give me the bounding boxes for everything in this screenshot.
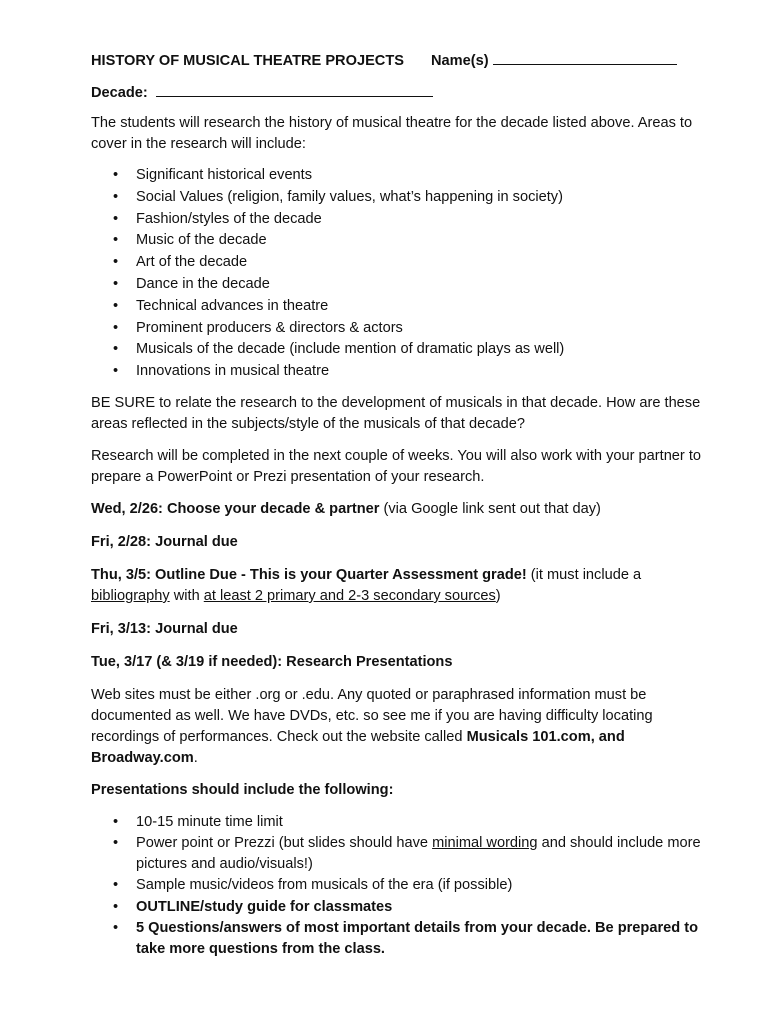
bibliography-text: bibliography: [91, 587, 170, 604]
list-item: • Technical advances in theatre: [91, 296, 711, 318]
list-item: • Social Values (religion, family values, what’s happening in society): [91, 187, 711, 209]
schedule-item-3-text: (it must include a: [526, 566, 642, 583]
sources-requirement-text: at least 2 primary and 2-3 secondary sources: [203, 587, 496, 604]
presentations-list: [91, 812, 711, 960]
minimal-wording-text: minimal wording: [432, 835, 538, 852]
schedule-item-3-text: ): [495, 587, 501, 604]
decade-blank: [156, 82, 433, 97]
list-item: • Significant historical events: [91, 165, 711, 187]
header-line: [91, 50, 711, 72]
schedule-item-2: Fri, 2/28: Journal due: [91, 533, 238, 550]
list-item: • Innovations in musical theatre: [91, 361, 711, 383]
presentations-heading: Presentations should include the following:: [91, 781, 394, 798]
schedule-item-1-note: (via Google link sent out that day): [379, 500, 601, 517]
websites-paragraph: [91, 685, 711, 769]
name-label: Name(s): [431, 53, 489, 69]
name-blank: [493, 50, 677, 65]
list-item: • OUTLINE/study guide for classmates: [91, 897, 711, 918]
document-page: [91, 50, 711, 960]
be-sure-paragraph: BE SURE to relate the research to the development of musicals in that decade. How are these areas reflected in the subjects/style of the musicals of that decade?: [91, 394, 701, 432]
decade-label: Decade:: [91, 85, 148, 101]
research-areas-list: [91, 165, 711, 383]
websites-names: Musicals 101.com, and Broadway.com: [91, 728, 625, 766]
schedule-item-1-date: Wed, 2/26: Choose your decade & partner: [91, 500, 380, 517]
intro-paragraph: The students will research the history of musical theatre for the decade listed above. Areas to cover in the research will include:: [91, 115, 693, 152]
websites-text: Web sites must be either .org or .edu. Any quoted or paraphrased information must be documented as well. We have DVDs, etc. so see me if you are having difficulty locating recordings of performances. Check out the website called: [91, 686, 653, 745]
decade-line: [91, 82, 711, 104]
websites-end: .: [193, 749, 198, 766]
schedule-item-3-text: with: [169, 587, 204, 604]
list-item: • Sample music/videos from musicals of the era (if possible): [91, 875, 711, 896]
list-item: • Art of the decade: [91, 252, 711, 274]
list-item: • Dance in the decade: [91, 274, 711, 296]
document-title: HISTORY OF MUSICAL THEATRE PROJECTS: [91, 53, 404, 69]
list-item: • Fashion/styles of the decade: [91, 209, 711, 231]
schedule-item-5: Tue, 3/17 (& 3/19 if needed): Research Presentations: [91, 653, 453, 670]
schedule-item-4: Fri, 3/13: Journal due: [91, 620, 238, 637]
list-item: • Music of the decade: [91, 230, 711, 252]
schedule-item-3: [91, 565, 711, 607]
list-item: • 10-15 minute time limit: [91, 812, 711, 833]
research-note-paragraph: Research will be completed in the next couple of weeks. You will also work with your partner to prepare a PowerPoint or Prezi presentation of your research.: [91, 447, 702, 485]
schedule-item-1: [91, 499, 711, 520]
list-item-text: and should include more pictures and audio/visuals!): [136, 835, 701, 872]
schedule-item-3-date: Thu, 3/5: Outline Due - This is your Quarter Assessment grade!: [91, 566, 527, 583]
list-item: • 5 Questions/answers of most important details from your decade. Be prepared to take more questions from the class.: [91, 918, 711, 959]
list-item: [91, 833, 711, 874]
list-item-text: Power point or Prezzi (but slides should have: [136, 835, 433, 852]
list-item: • Musicals of the decade (include mention of dramatic plays as well): [91, 339, 711, 361]
list-item: • Prominent producers & directors & actors: [91, 318, 711, 340]
